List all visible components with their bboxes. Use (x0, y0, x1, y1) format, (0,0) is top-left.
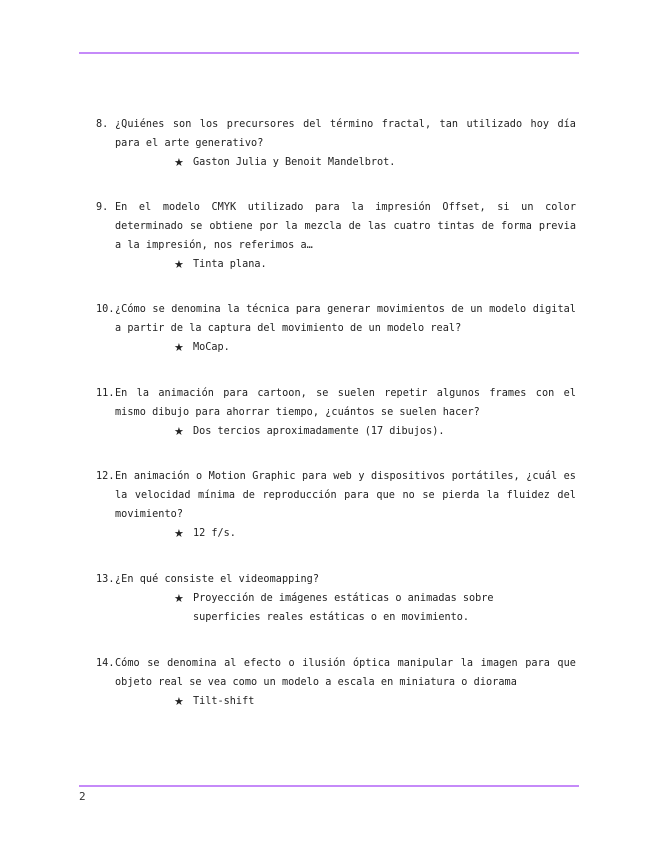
answer-text: Gaston Julia y Benoit Mandelbrot. (193, 157, 396, 168)
question-item-9 (96, 198, 596, 274)
page-number: 2 (79, 790, 86, 803)
answer-text: Dos tercios aproximadamente (17 dibujos). (193, 426, 445, 437)
question-number: 11. (96, 388, 115, 399)
question-text: ¿Quiénes son los precursores del término fractal, tan utilizado hoy día para el arte generativo? (115, 119, 576, 149)
star-icon: ★ (174, 527, 184, 540)
star-icon: ★ (174, 695, 184, 708)
answer (174, 153, 514, 172)
answer-text: Tinta plana. (193, 259, 267, 270)
footer-rule (79, 785, 579, 787)
question-text: ¿Cómo se denomina la técnica para generar movimientos de un modelo digital a partir de la captura del movimiento de un modelo real? (115, 304, 576, 334)
question-number: 13. (96, 574, 115, 585)
question-text: En el modelo CMYK utilizado para la impresión Offset, si un color determinado se obtiene por la mezcla de las cuatro tintas de forma previa a la impresión, nos referimos a… (115, 202, 576, 251)
question-item-12 (96, 467, 596, 543)
question-number: 10. (96, 304, 115, 315)
answer (174, 524, 514, 543)
star-icon: ★ (174, 425, 184, 438)
question-number: 9. (96, 202, 109, 213)
answer (174, 422, 514, 441)
question-number: 8. (96, 119, 109, 130)
answer (174, 589, 514, 627)
star-icon: ★ (174, 156, 184, 169)
header-rule (79, 52, 579, 54)
question-item-8 (96, 115, 596, 172)
question-number: 14. (96, 658, 115, 669)
star-icon: ★ (174, 258, 184, 271)
question-item-14 (96, 654, 596, 711)
answer-text: 12 f/s. (193, 528, 236, 539)
star-icon: ★ (174, 592, 184, 605)
question-number: 12. (96, 471, 115, 482)
question-text: Cómo se denomina al efecto o ilusión óptica manipular la imagen para que objeto real se vea como un modelo a escala en miniatura o diorama (115, 658, 576, 688)
question-item-13 (96, 570, 596, 627)
question-item-11 (96, 384, 596, 441)
answer (174, 692, 514, 711)
answer (174, 255, 514, 274)
question-text: En la animación para cartoon, se suelen repetir algunos frames con el mismo dibujo para ahorrar tiempo, ¿cuántos se suelen hacer? (115, 388, 576, 418)
star-icon: ★ (174, 341, 184, 354)
question-item-10 (96, 300, 596, 357)
question-text: ¿En qué consiste el videomapping? (115, 574, 320, 585)
answer (174, 338, 514, 357)
answer-text: MoCap. (193, 342, 230, 353)
question-text: En animación o Motion Graphic para web y dispositivos portátiles, ¿cuál es la velocidad mínima de reproducción para que no se pierda la fluidez del movimiento? (115, 471, 576, 520)
answer-text: Tilt-shift (193, 696, 255, 707)
answer-text: Proyección de imágenes estáticas o animadas sobre superficies reales estáticas o en movimiento. (193, 593, 494, 623)
